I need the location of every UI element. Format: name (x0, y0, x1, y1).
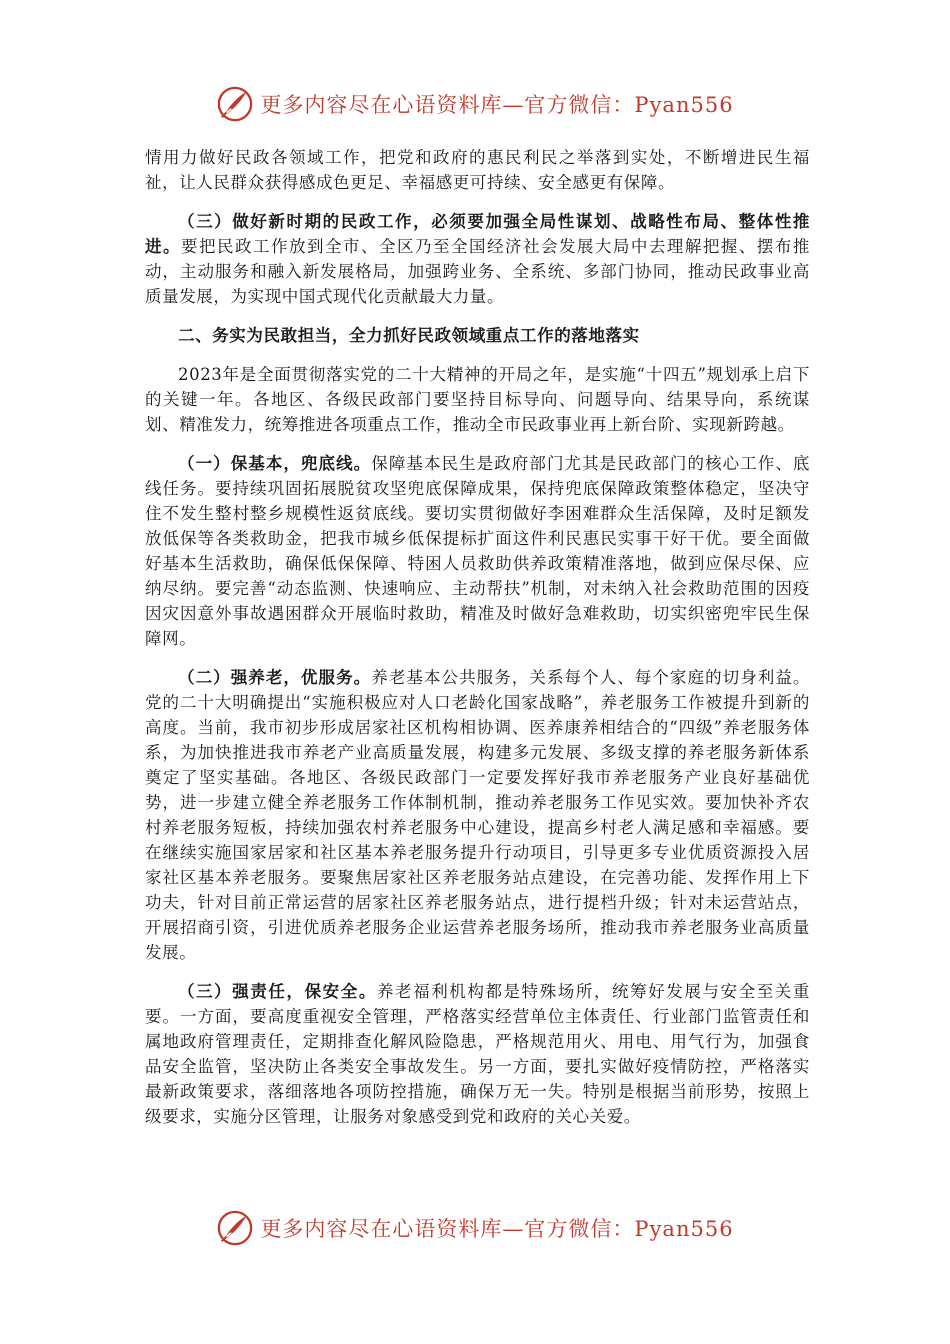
paragraph: （一）保基本，兜底线。保障基本民生是政府部门尤其是民政部门的核心工作、底线任务。要持续巩固拓展脱贫攻坚兜底保障成果，保持兜底保障政策整体稳定，坚决守住不发生整村整乡规模性返贫底线。要切实贯彻做好李困难群众生活保障，及时足额发放低保等各类救助金，把我市城乡低保提标扩面这件利民惠民实事干好干优。要全面做好基本生活救助，确保低保保障、特困人员救助供养政策精准落地，做到应保尽保、应纳尽纳。要完善“动态监测、快速响应、主动帮扶”机制，对未纳入社会救助范围的因疫因灾因意外事故遇困群众开展临时救助，精准及时做好急难救助，切实织密兜牢民生保障网。 (145, 454, 811, 648)
paragraph-lead: （二）强养老，优服务。 (178, 668, 372, 687)
watermark-text: 更多内容尽在心语资料库—官方微信：Pyan556 (260, 93, 734, 117)
paragraph-lead: （三）强责任，保安全。 (178, 982, 377, 1001)
watermark-banner-bottom (0, 1206, 950, 1250)
paragraph-lead: （三）做好新时期的民政工作，必须要加强全局性谋划、战略性布局、整体性推进。 (145, 212, 810, 256)
paragraph-lead: （一）保基本，兜底线。 (178, 454, 372, 473)
paragraph: （二）强养老，优服务。养老基本公共服务，关系每个人、每个家庭的切身利益。党的二十大明确提出“实施积极应对人口老龄化国家战略”，养老服务工作被提升到新的高度。当前，我市初步形成居家社区机构相协调、医养康养相结合的“四级”养老服务体系，为加快推进我市养老产业高质量发展，构建多元发展、多级支撑的养老服务新体系奠定了坚实基础。各地区、各级民政部门一定要发挥好我市养老服务产业良好基础优势，进一步建立健全养老服务工作体制机制，推动养老服务工作见实效。要加快补齐农村养老服务短板，持续加强农村养老服务中心建设，提高乡村老人满足感和幸福感。要在继续实施国家居家和社区基本养老服务提升行动项目，引导更多专业优质资源投入居家社区基本养老服务。要聚焦居家社区养老服务站点建设，在完善功能、发挥作用上下功夫，针对目前正常运营的居家社区养老服务站点，进行提档升级；针对未运营站点，开展招商引资，引进优质养老服务企业运营养老服务场所，推动我市养老服务业高质量发展。 (145, 668, 811, 962)
watermark-text: 更多内容尽在心语资料库—官方微信：Pyan556 (260, 1217, 734, 1241)
paragraph: 情用力做好民政各领域工作，把党和政府的惠民利民之举落到实处，不断增进民生福祉，让人民群众获得感成色更足、幸福感更可持续、安全感更有保障。 (145, 148, 810, 192)
paragraph: 2023年是全面贯彻落实党的二十大精神的开局之年，是实施“十四五”规划承上启下的关键一年。各地区、各级民政部门要坚持目标导向、问题导向、结果导向，系统谋划、精准发力，统筹推进各项重点工作，推动全市民政事业再上新台阶、实现新跨越。 (145, 365, 810, 434)
section-heading: 二、务实为民敢担当，全力抓好民政领域重点工作的落地落实 (178, 326, 640, 345)
pen-quill-icon (216, 1209, 254, 1247)
document-body (145, 145, 810, 1129)
pen-quill-icon (216, 85, 254, 123)
watermark-banner-top (0, 82, 950, 126)
paragraph: （三）做好新时期的民政工作，必须要加强全局性谋划、战略性布局、整体性推进。要把民政工作放到全市、全区乃至全国经济社会发展大局中去理解把握、摆布推动，主动服务和融入新发展格局，加强跨业务、全系统、多部门协同，推动民政事业高质量发展，为实现中国式现代化贡献最大力量。 (145, 212, 811, 306)
paragraph: （三）强责任，保安全。养老福利机构都是特殊场所，统筹好发展与安全至关重要。一方面，要高度重视安全管理，严格落实经营单位主体责任、行业部门监管责任和属地政府管理责任，定期排查化解风险隐患，严格规范用火、用电、用气行为，加强食品安全监管，坚决防止各类安全事故发生。另一方面，要扎实做好疫情防控，严格落实最新政策要求，落细落地各项防控措施，确保万无一失。特别是根据当前形势，按照上级要求，实施分区管理，让服务对象感受到党和政府的关心关爱。 (145, 982, 810, 1126)
